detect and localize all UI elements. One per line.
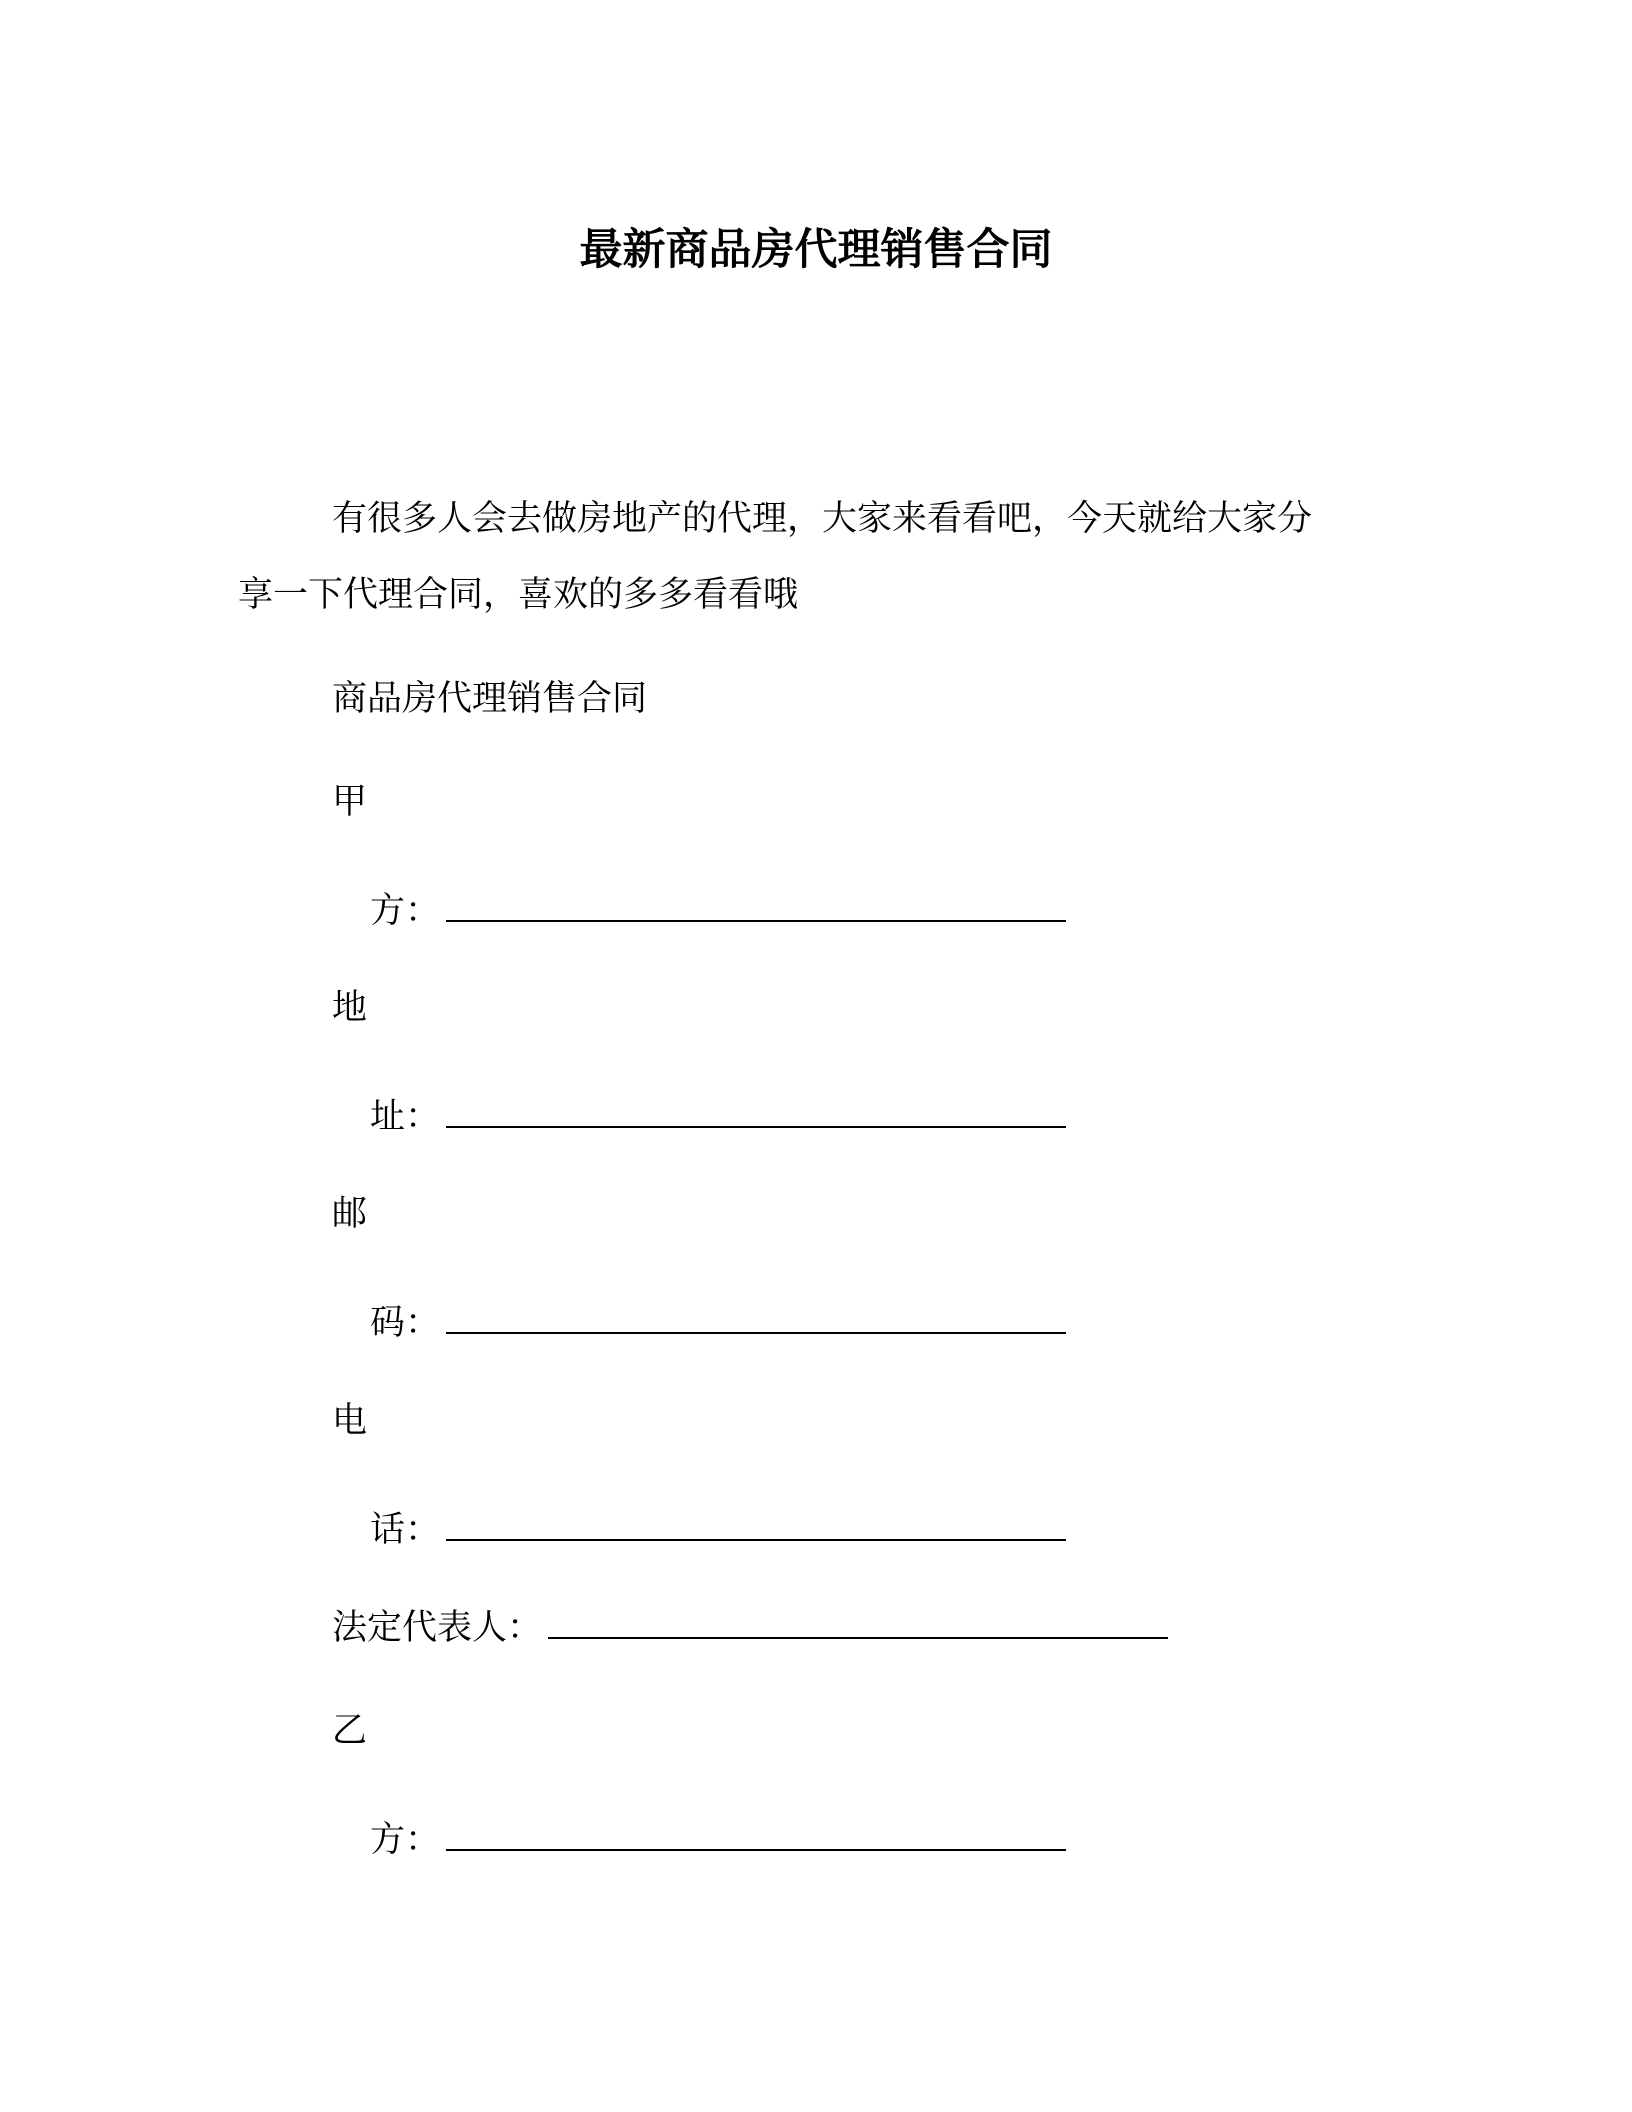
intro-paragraph-line-1: 有很多人会去做房地产的代理，大家来看看吧，今天就给大家分 bbox=[332, 499, 1313, 539]
phone-blank bbox=[446, 1509, 1066, 1541]
address-field bbox=[370, 1094, 1066, 1140]
party-a-char: 甲 bbox=[332, 782, 368, 822]
address-blank bbox=[446, 1096, 1066, 1128]
address-char: 地 bbox=[332, 988, 368, 1028]
legal-representative-label: 法定代表人： bbox=[332, 1608, 543, 1648]
postcode-label: 码： bbox=[370, 1303, 441, 1343]
postcode-char: 邮 bbox=[332, 1194, 368, 1234]
party-a-field bbox=[370, 888, 1066, 934]
party-b-label: 方： bbox=[370, 1820, 441, 1860]
legal-representative-field bbox=[332, 1605, 1168, 1651]
party-b-blank bbox=[446, 1819, 1066, 1851]
address-label: 址： bbox=[370, 1097, 441, 1137]
party-b-field bbox=[370, 1817, 1066, 1863]
postcode-blank bbox=[446, 1302, 1066, 1334]
legal-representative-blank bbox=[548, 1607, 1168, 1639]
document-title: 最新商品房代理销售合同 bbox=[579, 225, 1053, 275]
contract-subtitle: 商品房代理销售合同 bbox=[332, 679, 648, 719]
party-b-char: 乙 bbox=[332, 1711, 368, 1751]
phone-label: 话： bbox=[370, 1510, 441, 1550]
phone-char: 电 bbox=[332, 1401, 368, 1441]
phone-field bbox=[370, 1507, 1066, 1553]
party-a-label: 方： bbox=[370, 891, 441, 931]
intro-paragraph-line-2: 享一下代理合同，喜欢的多多看看哦 bbox=[238, 575, 799, 615]
party-a-blank bbox=[446, 890, 1066, 922]
postcode-field bbox=[370, 1300, 1066, 1346]
